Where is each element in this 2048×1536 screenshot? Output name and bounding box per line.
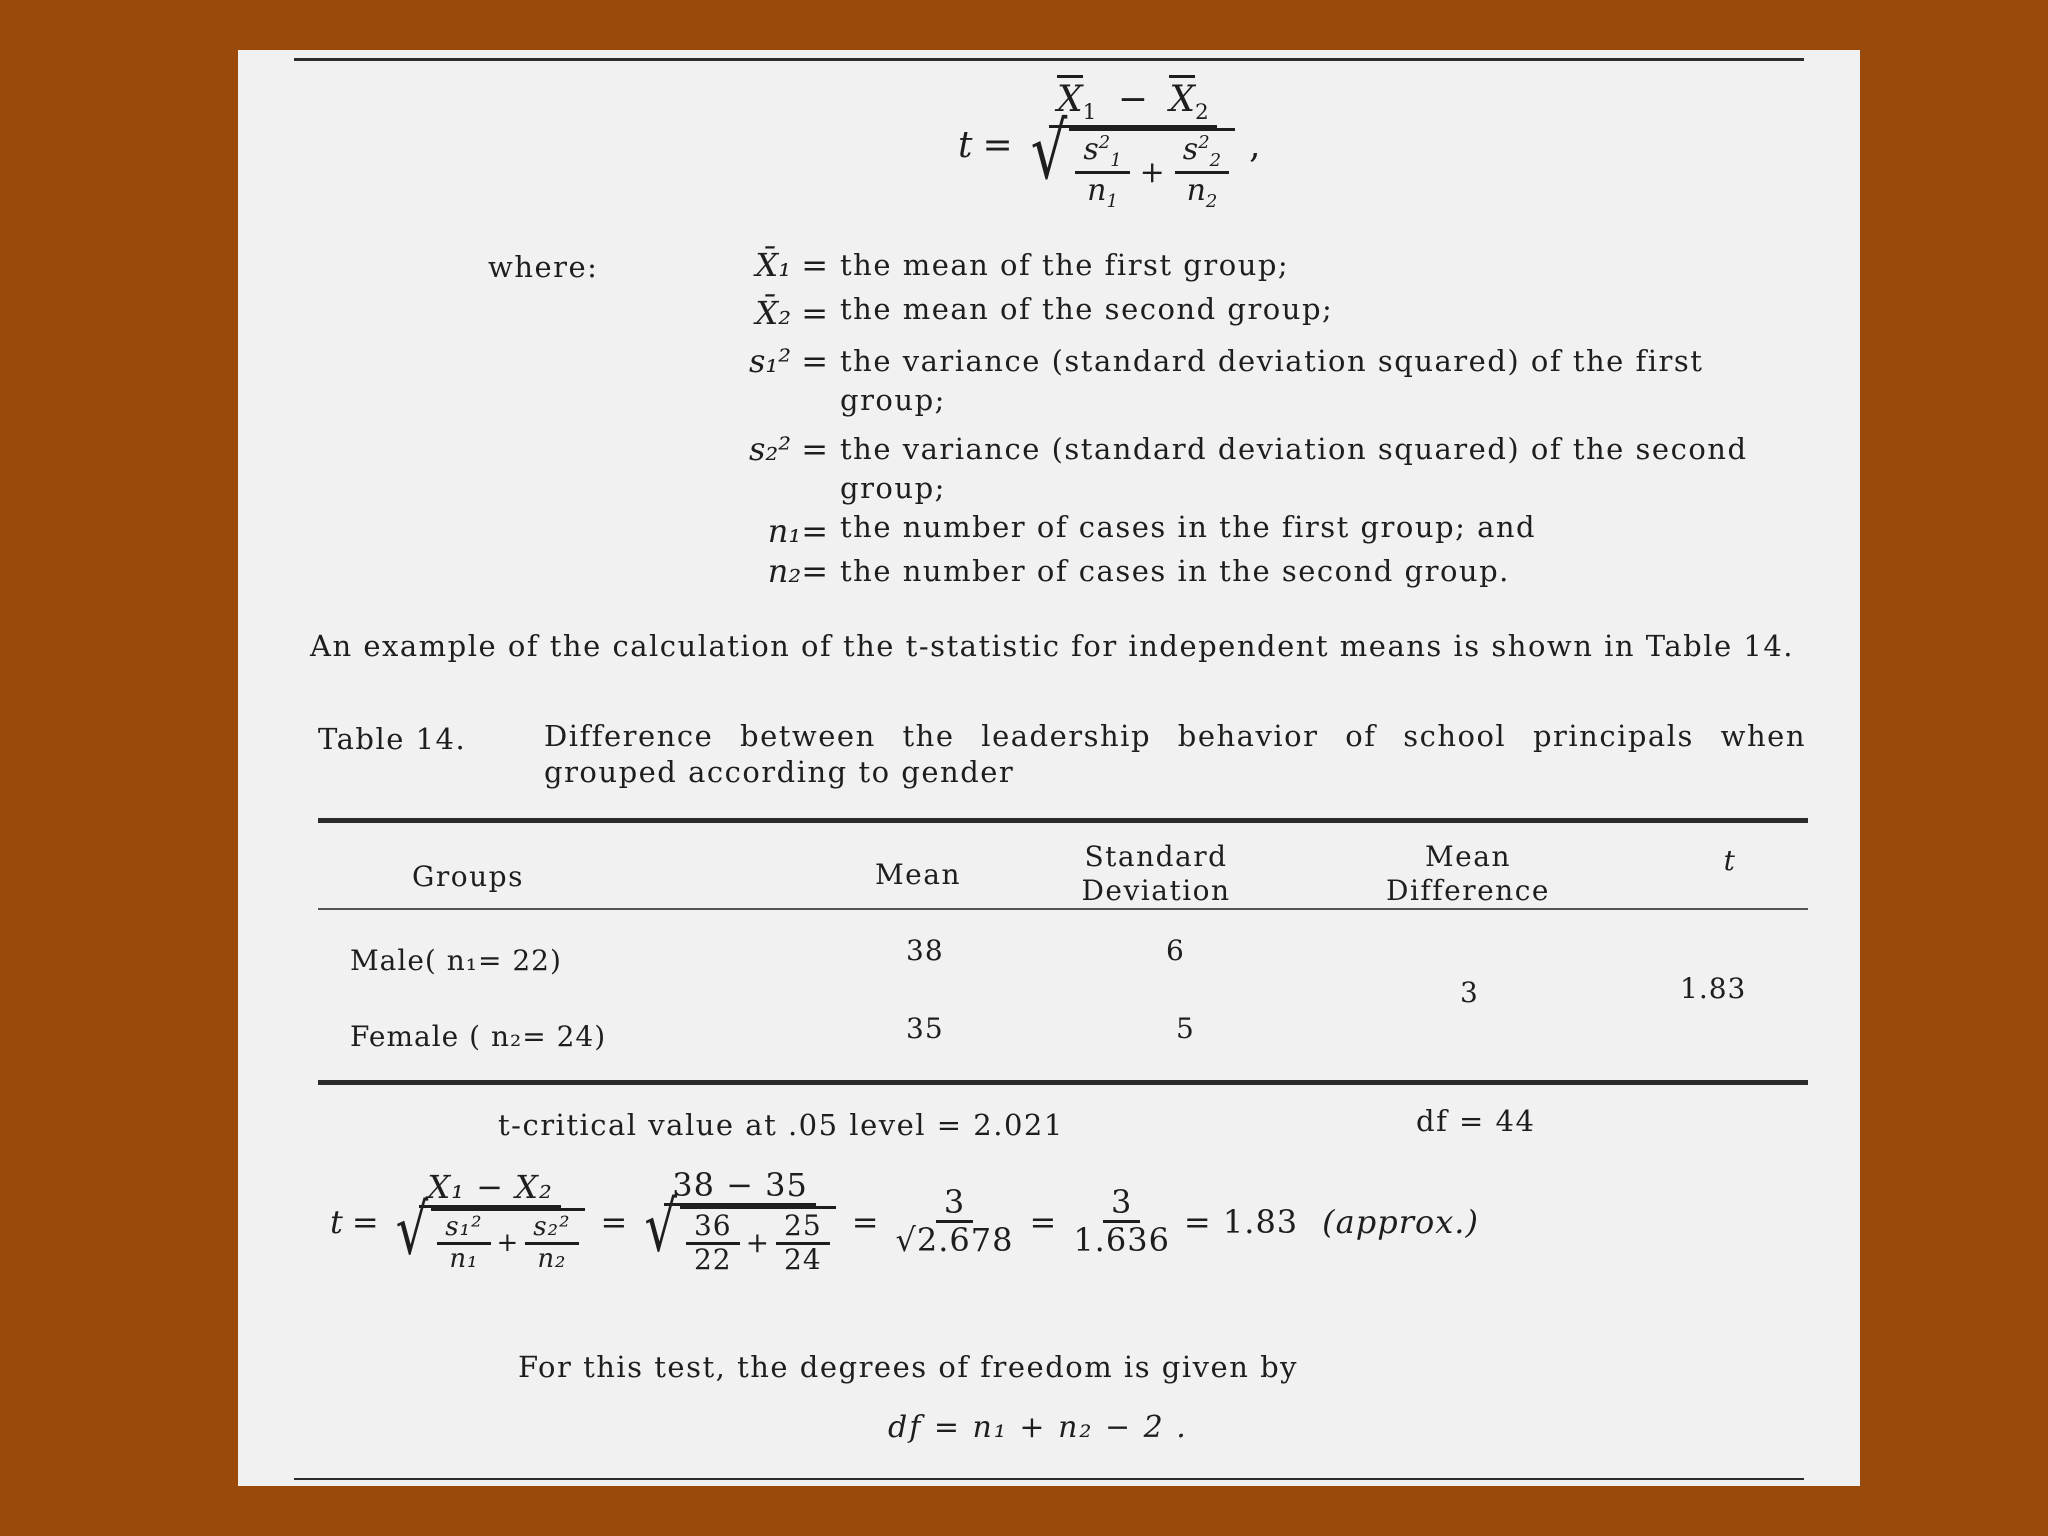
def-text-n2: the number of cases in the second group. [840,554,1510,588]
df-formula: df = n₁ + n₂ − 2 . [888,1410,1188,1445]
header-mean-difference: Mean Difference [1386,840,1550,907]
def-text-s2: the variance (standard deviation squared) of the second group; [840,432,1748,505]
where-label: where: [488,250,599,284]
def-symbol-x1: X̄₁ = [755,246,828,284]
scanned-page [238,50,1860,1486]
critical-value: t-critical value at .05 level = 2.021 [498,1108,1064,1142]
def-text-x1: the mean of the first group; [840,248,1290,282]
def-symbol-n1: n₁= [767,512,828,550]
header-sd: Standard Deviation [1081,840,1231,907]
row-female-group: Female ( n₂= 24) [350,1020,607,1053]
t-calculation: t = X₁ − X₂ √ $\frac{\text{s₁²}}{\text{n₁}}$ + $\frac{\text{s₂²}}{\text{n₂}}$ = 38 − 35 √ $\frac{36}{22}$ + $\frac{25}{24}$ = $\frac{3}{√2.678}$ = $\frac{3}{1.636}$ = 1.83 (approx.) [330,1166,1479,1276]
def-text-n1: the number of cases in the first group; and [840,510,1537,544]
def-text-s1: the variance (standard deviation squared) of the first group; [840,344,1704,417]
top-rule [294,58,1804,61]
row-female-sd: 5 [1176,1012,1195,1045]
row-male-mean: 38 [906,934,944,967]
intro-paragraph: An example of the calculation of the t-statistic for independent means is shown in Table 14. [310,629,1795,663]
formula-radical: √ $\frac{s^2_1}{n_1}$ + $\frac{s^2_2}{n_2}$ [1031,128,1235,212]
row-male-group: Male( n₁= 22) [350,944,562,977]
calc-fraction-1: X₁ − X₂ √ $\frac{\text{s₁²}}{\text{n₁}}$ + $\frac{\text{s₂²}}{\text{n₂}}$ [388,1170,593,1273]
header-t: t [1723,844,1737,877]
formula-equals: = [982,125,1013,167]
def-symbol-s2: s₂² = [748,430,828,468]
mean-difference-value: 3 [1460,976,1479,1009]
formula-trailing-comma: , [1249,125,1261,167]
formula-denominator [1023,106,1243,212]
header-groups: Groups [412,860,524,893]
calc-approx: (approx.) [1322,1202,1479,1241]
formula-numerator: $X_1 - X_2$ [1049,80,1217,128]
def-symbol-s1: s₁² = [748,342,828,380]
table-caption-label: Table 14. [318,722,467,756]
header-mean: Mean [875,858,961,891]
calc-fraction-2: 38 − 35 √ $\frac{36}{22}$ + $\frac{25}{24}$ [636,1168,843,1276]
t-formula [958,80,1261,212]
calc-result: = 1.83 [1183,1202,1299,1241]
bottom-rule [294,1478,1804,1480]
row-male-sd: 6 [1166,934,1185,967]
df-intro: For this test, the degrees of freedom is given by [518,1350,1299,1384]
degrees-of-freedom-value: df = 44 [1416,1104,1536,1138]
calc-t: t [330,1202,344,1241]
table-bottom-rule [318,1080,1808,1085]
table-header-rule [318,908,1808,910]
def-text-x2: the mean of the second group; [840,292,1334,326]
table-caption-text: Difference between the leadership behavior of school principals when grouped according to gender [544,719,1806,789]
def-symbol-n2: n₂= [767,552,828,590]
def-symbol-x2: X̄₂ = [755,294,828,332]
row-female-mean: 35 [906,1012,944,1045]
formula-fraction [1023,80,1243,212]
table-top-rule [318,818,1808,823]
calc-fraction-4: $\frac{3}{1.636}$ [1073,1183,1170,1260]
formula-t: t [958,125,973,167]
t-value: 1.83 [1680,972,1747,1005]
calc-fraction-3: $\frac{3}{√2.678}$ [895,1183,1014,1260]
